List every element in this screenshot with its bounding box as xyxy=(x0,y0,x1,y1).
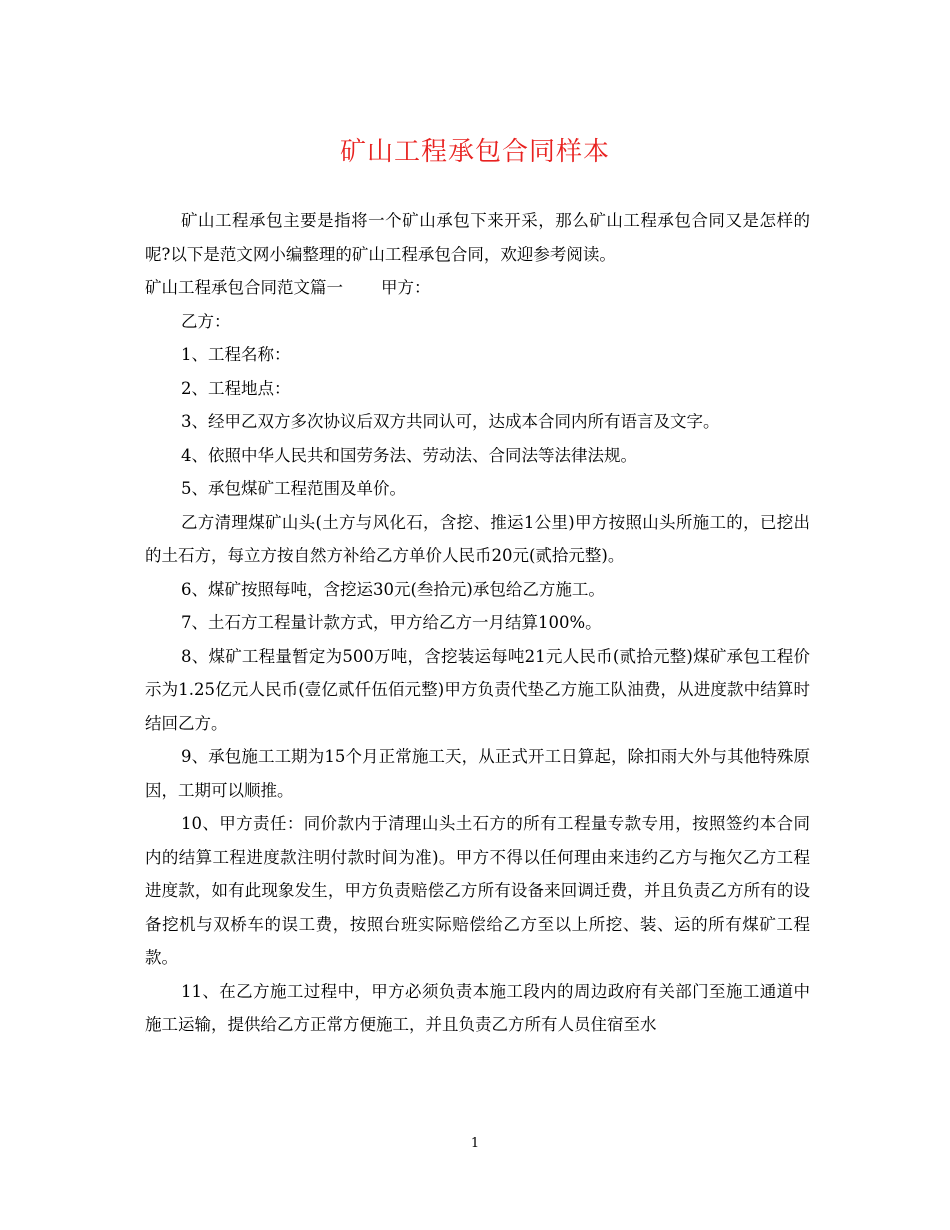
page-number: 1 xyxy=(470,1136,480,1151)
document-title: 矿山工程承包合同样本 xyxy=(339,137,610,167)
item-8: 8、煤矿工程量暂定为500万吨，含挖装运每吨21元人民币(贰拾元整)煤矿承包工程价示为1.25亿元人民币(壹亿贰仟伍佰元整)甲方负责代垫乙方施工队油费，从进度款中结算时结回乙方。 xyxy=(145,646,810,733)
party-b-label: 乙方： xyxy=(181,311,231,331)
party-a-label: 甲方： xyxy=(381,278,431,297)
item-9: 9、承包施工工期为15个月正常施工天，从正式开工日算起，除扣雨大外与其他特殊原因，工期可以顺推。 xyxy=(145,747,810,800)
item-7: 7、土石方工程量计款方式，甲方给乙方一月结算100%。 xyxy=(181,613,602,632)
intro-paragraph: 矿山工程承包主要是指将一个矿山承包下来开采，那么矿山工程承包合同又是怎样的呢?以下是范文网小编整理的矿山工程承包合同，欢迎参考阅读。 xyxy=(145,211,810,264)
clearing-paragraph: 乙方清理煤矿山头(土方与风化石，含挖、推运1公里)甲方按照山头所施工的，已挖出的土石方，每立方按自然方补给乙方单价人民币20元(贰拾元整)。 xyxy=(145,512,810,565)
list-item: 3、经甲乙双方多次协议后双方共同认可，达成本合同内所有语言及文字。 xyxy=(181,412,720,431)
item-10: 10、甲方责任：同价款内于清理山头土石方的所有工程量专款专用，按照签约本合同内的结算工程进度款注明付款时间为准)。甲方不得以任何理由来违约乙方与拖欠乙方工程进度款，如有此现象发生，甲方负责赔偿乙方所有设备来回调迁费，并且负责乙方所有的设备挖机与双桥车的误工费，按照台班实际赔偿给乙方至以上所挖、装、运的所有煤矿工程款。 xyxy=(145,814,810,967)
section-heading-line xyxy=(145,271,810,305)
list-item: 2、工程地点： xyxy=(181,378,291,398)
document-body xyxy=(145,204,810,1042)
list-item: 4、依照中华人民共和国劳务法、劳动法、合同法等法律法规。 xyxy=(181,445,637,465)
item-6: 6、煤矿按照每吨，含挖运30元(叁拾元)承包给乙方施工。 xyxy=(181,579,605,599)
list-item: 5、承包煤矿工程范围及单价。 xyxy=(181,479,406,498)
item-11: 11、在乙方施工过程中，甲方必须负责本施工段内的周边政府有关部门至施工通道中施工运输，提供给乙方正常方便施工，并且负责乙方所有人员住宿至水 xyxy=(145,981,810,1034)
section-heading: 矿山工程承包合同范文篇一 xyxy=(145,278,343,297)
list-item: 1、工程名称： xyxy=(181,345,291,364)
